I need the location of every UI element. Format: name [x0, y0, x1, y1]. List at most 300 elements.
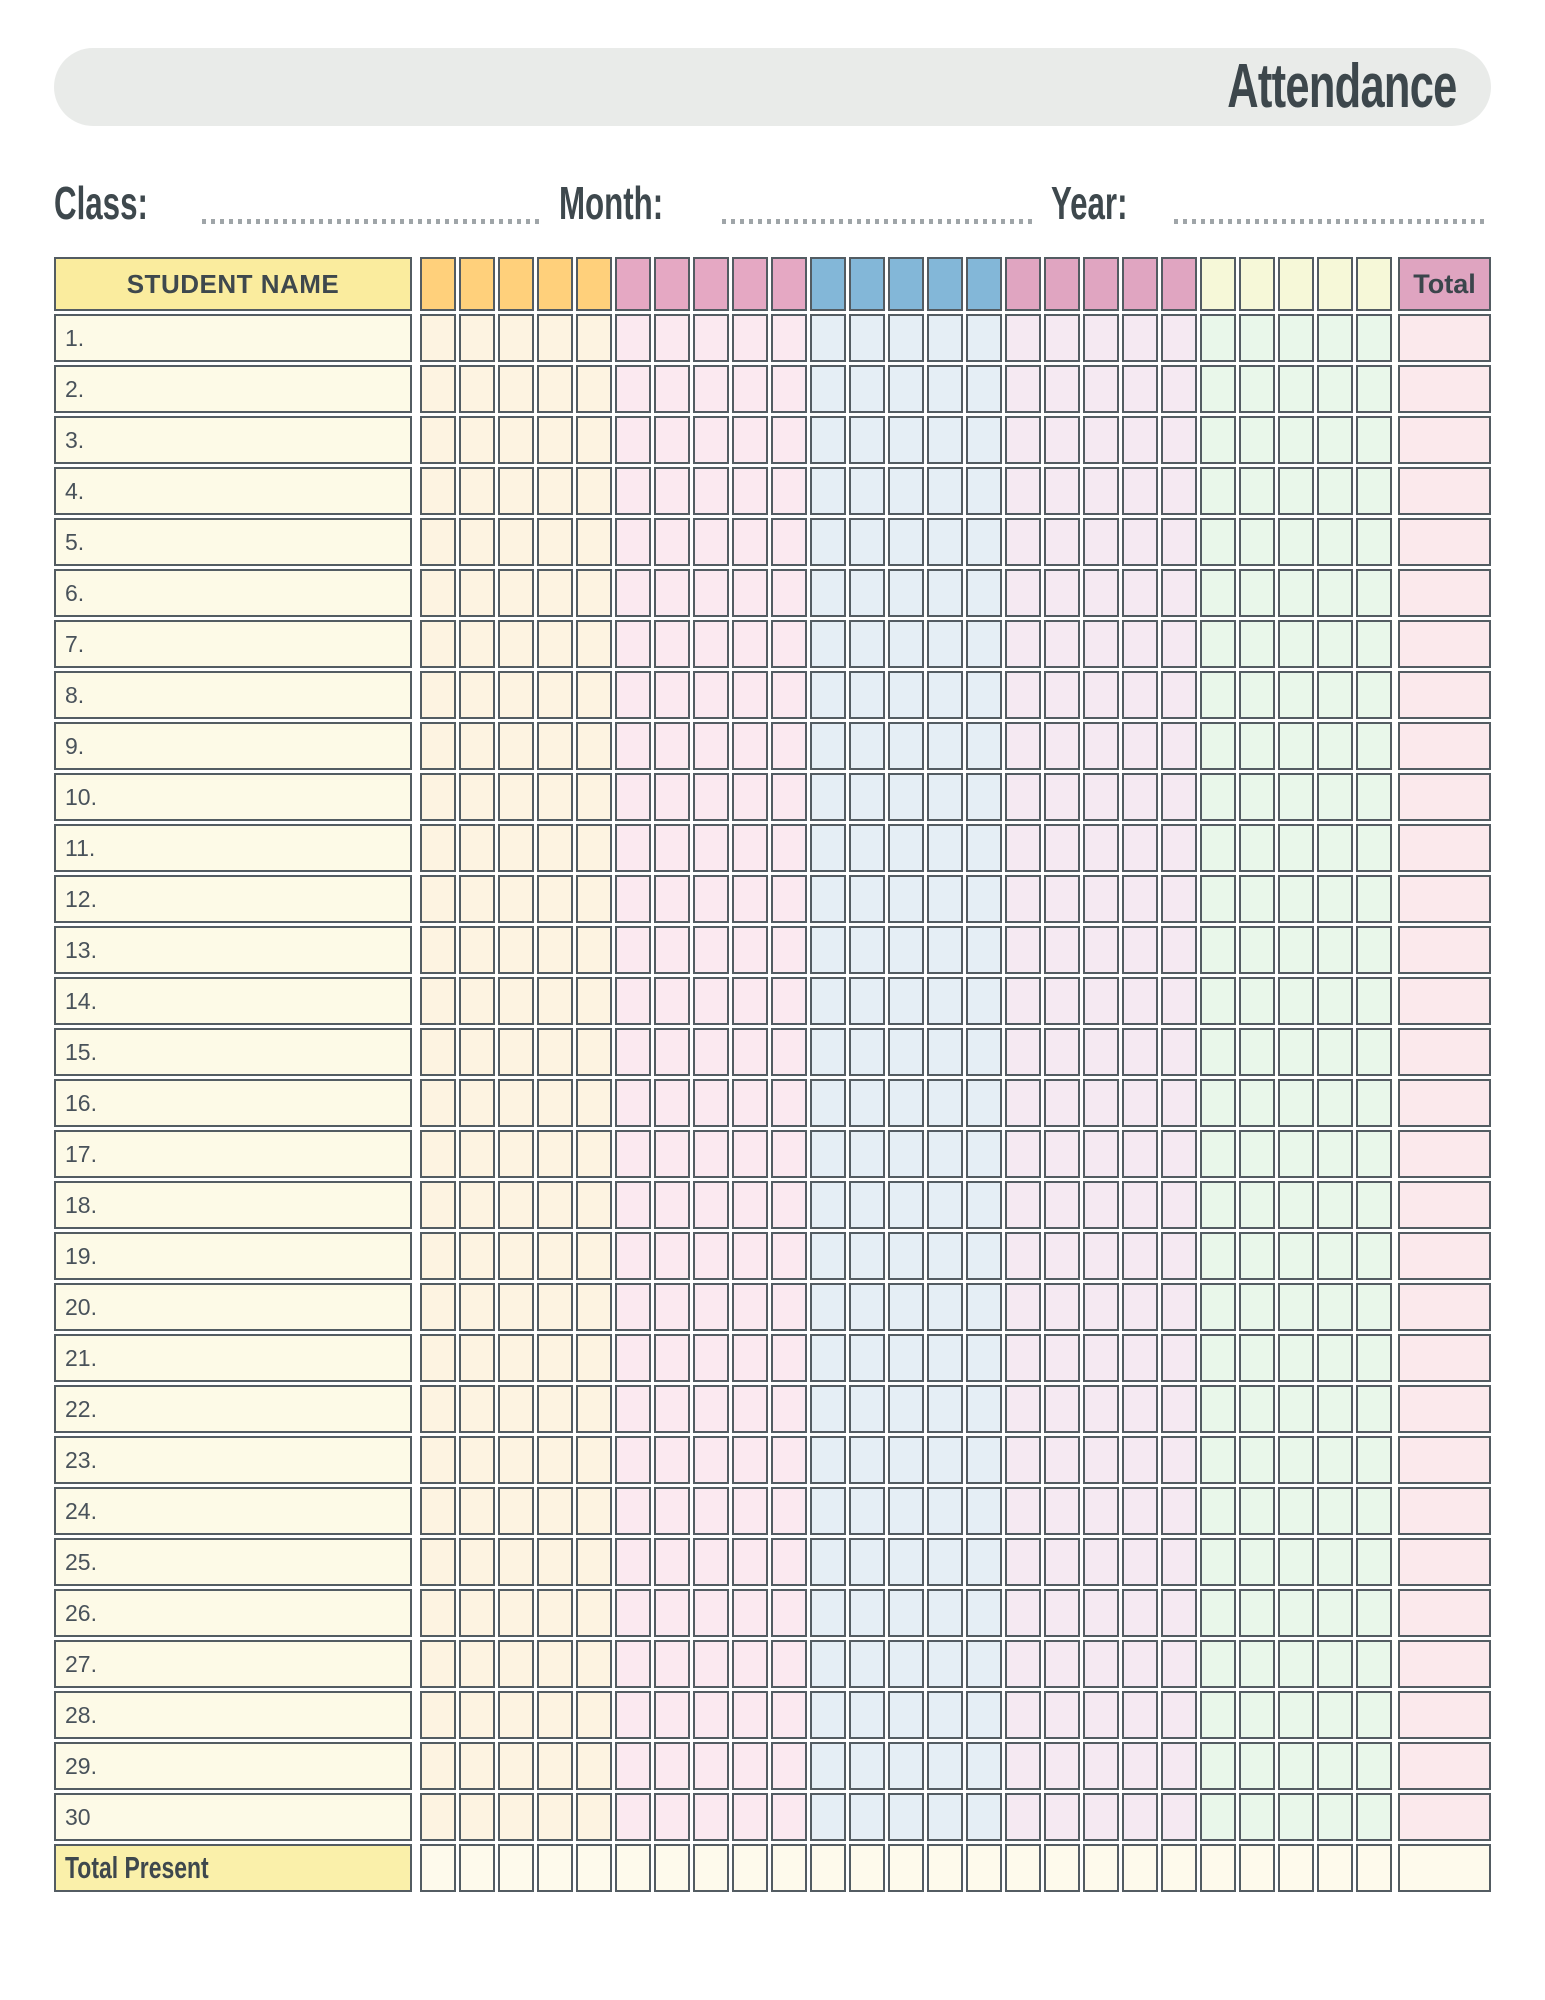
attendance-cell[interactable] — [1161, 1130, 1197, 1178]
attendance-cell[interactable] — [459, 1640, 495, 1688]
attendance-cell[interactable] — [1044, 314, 1080, 362]
attendance-cell[interactable] — [1356, 314, 1392, 362]
attendance-cell[interactable] — [810, 1742, 846, 1790]
footer-day-cell[interactable] — [693, 1844, 729, 1892]
footer-day-cell[interactable] — [537, 1844, 573, 1892]
attendance-cell[interactable] — [1083, 1640, 1119, 1688]
attendance-cell[interactable] — [537, 977, 573, 1025]
attendance-cell[interactable] — [927, 1436, 963, 1484]
attendance-cell[interactable] — [1161, 1283, 1197, 1331]
attendance-cell[interactable] — [1239, 1538, 1275, 1586]
attendance-cell[interactable] — [927, 722, 963, 770]
attendance-cell[interactable] — [1044, 926, 1080, 974]
attendance-cell[interactable] — [1044, 1538, 1080, 1586]
attendance-cell[interactable] — [654, 1538, 690, 1586]
attendance-cell[interactable] — [1317, 569, 1353, 617]
footer-day-cell[interactable] — [771, 1844, 807, 1892]
attendance-cell[interactable] — [576, 314, 612, 362]
attendance-cell[interactable] — [537, 875, 573, 923]
attendance-cell[interactable] — [1122, 977, 1158, 1025]
footer-day-cell[interactable] — [888, 1844, 924, 1892]
attendance-cell[interactable] — [498, 314, 534, 362]
attendance-cell[interactable] — [498, 365, 534, 413]
attendance-cell[interactable] — [1317, 467, 1353, 515]
attendance-cell[interactable] — [1356, 1181, 1392, 1229]
attendance-cell[interactable] — [1200, 1487, 1236, 1535]
attendance-cell[interactable] — [1122, 1130, 1158, 1178]
student-name-cell[interactable]: 7. — [54, 620, 412, 668]
attendance-cell[interactable] — [810, 518, 846, 566]
attendance-cell[interactable] — [1278, 518, 1314, 566]
attendance-cell[interactable] — [537, 1385, 573, 1433]
attendance-cell[interactable] — [1005, 1793, 1041, 1841]
footer-day-cell[interactable] — [849, 1844, 885, 1892]
attendance-cell[interactable] — [576, 1130, 612, 1178]
attendance-cell[interactable] — [459, 926, 495, 974]
attendance-cell[interactable] — [1200, 1385, 1236, 1433]
attendance-cell[interactable] — [654, 314, 690, 362]
attendance-cell[interactable] — [615, 1079, 651, 1127]
attendance-cell[interactable] — [1161, 671, 1197, 719]
student-name-cell[interactable]: 30 — [54, 1793, 412, 1841]
attendance-cell[interactable] — [810, 1436, 846, 1484]
attendance-cell[interactable] — [810, 620, 846, 668]
attendance-cell[interactable] — [771, 467, 807, 515]
attendance-cell[interactable] — [1356, 824, 1392, 872]
attendance-cell[interactable] — [576, 620, 612, 668]
attendance-cell[interactable] — [537, 569, 573, 617]
attendance-cell[interactable] — [576, 1385, 612, 1433]
attendance-cell[interactable] — [498, 1181, 534, 1229]
attendance-cell[interactable] — [771, 1487, 807, 1535]
attendance-cell[interactable] — [927, 1028, 963, 1076]
attendance-cell[interactable] — [576, 977, 612, 1025]
attendance-cell[interactable] — [420, 824, 456, 872]
attendance-cell[interactable] — [693, 1181, 729, 1229]
attendance-cell[interactable] — [1005, 773, 1041, 821]
attendance-cell[interactable] — [1161, 365, 1197, 413]
attendance-cell[interactable] — [693, 773, 729, 821]
attendance-cell[interactable] — [1239, 1691, 1275, 1739]
attendance-cell[interactable] — [420, 977, 456, 1025]
attendance-cell[interactable] — [966, 875, 1002, 923]
attendance-cell[interactable] — [693, 1793, 729, 1841]
attendance-cell[interactable] — [771, 722, 807, 770]
attendance-cell[interactable] — [1356, 1028, 1392, 1076]
attendance-cell[interactable] — [966, 1640, 1002, 1688]
student-name-cell[interactable]: 25. — [54, 1538, 412, 1586]
attendance-cell[interactable] — [888, 1691, 924, 1739]
attendance-cell[interactable] — [888, 314, 924, 362]
attendance-cell[interactable] — [420, 416, 456, 464]
attendance-cell[interactable] — [537, 1334, 573, 1382]
attendance-cell[interactable] — [810, 1640, 846, 1688]
attendance-cell[interactable] — [498, 824, 534, 872]
attendance-cell[interactable] — [1278, 1079, 1314, 1127]
attendance-cell[interactable] — [888, 1538, 924, 1586]
attendance-cell[interactable] — [576, 569, 612, 617]
attendance-cell[interactable] — [849, 824, 885, 872]
attendance-cell[interactable] — [1122, 722, 1158, 770]
attendance-cell[interactable] — [1005, 1283, 1041, 1331]
attendance-cell[interactable] — [966, 314, 1002, 362]
attendance-cell[interactable] — [1278, 620, 1314, 668]
attendance-cell[interactable] — [654, 1028, 690, 1076]
attendance-cell[interactable] — [498, 569, 534, 617]
attendance-cell[interactable] — [654, 1640, 690, 1688]
attendance-cell[interactable] — [771, 1130, 807, 1178]
total-cell[interactable] — [1398, 1436, 1491, 1484]
attendance-cell[interactable] — [1044, 1232, 1080, 1280]
attendance-cell[interactable] — [537, 1589, 573, 1637]
attendance-cell[interactable] — [693, 1079, 729, 1127]
attendance-cell[interactable] — [1200, 875, 1236, 923]
attendance-cell[interactable] — [1356, 1436, 1392, 1484]
attendance-cell[interactable] — [1278, 1487, 1314, 1535]
attendance-cell[interactable] — [498, 722, 534, 770]
attendance-cell[interactable] — [615, 1130, 651, 1178]
attendance-cell[interactable] — [927, 416, 963, 464]
attendance-cell[interactable] — [810, 773, 846, 821]
attendance-cell[interactable] — [732, 977, 768, 1025]
attendance-cell[interactable] — [1356, 1283, 1392, 1331]
attendance-cell[interactable] — [1083, 773, 1119, 821]
attendance-cell[interactable] — [1200, 926, 1236, 974]
attendance-cell[interactable] — [849, 518, 885, 566]
attendance-cell[interactable] — [888, 416, 924, 464]
attendance-cell[interactable] — [1005, 1742, 1041, 1790]
attendance-cell[interactable] — [1200, 671, 1236, 719]
attendance-cell[interactable] — [654, 1385, 690, 1433]
attendance-cell[interactable] — [654, 1130, 690, 1178]
attendance-cell[interactable] — [888, 1742, 924, 1790]
attendance-cell[interactable] — [966, 467, 1002, 515]
attendance-cell[interactable] — [420, 1589, 456, 1637]
attendance-cell[interactable] — [1278, 671, 1314, 719]
attendance-cell[interactable] — [1005, 1691, 1041, 1739]
attendance-cell[interactable] — [927, 467, 963, 515]
attendance-cell[interactable] — [1200, 1691, 1236, 1739]
attendance-cell[interactable] — [1278, 467, 1314, 515]
attendance-cell[interactable] — [1122, 1487, 1158, 1535]
attendance-cell[interactable] — [927, 518, 963, 566]
attendance-cell[interactable] — [1200, 1181, 1236, 1229]
attendance-cell[interactable] — [1356, 1232, 1392, 1280]
attendance-cell[interactable] — [615, 1742, 651, 1790]
attendance-cell[interactable] — [966, 1232, 1002, 1280]
attendance-cell[interactable] — [654, 773, 690, 821]
attendance-cell[interactable] — [498, 467, 534, 515]
attendance-cell[interactable] — [1122, 1079, 1158, 1127]
attendance-cell[interactable] — [1161, 1589, 1197, 1637]
attendance-cell[interactable] — [1356, 365, 1392, 413]
attendance-cell[interactable] — [576, 1742, 612, 1790]
attendance-cell[interactable] — [1122, 1232, 1158, 1280]
attendance-cell[interactable] — [849, 1334, 885, 1382]
attendance-cell[interactable] — [576, 1028, 612, 1076]
attendance-cell[interactable] — [771, 416, 807, 464]
attendance-cell[interactable] — [1317, 1742, 1353, 1790]
attendance-cell[interactable] — [849, 569, 885, 617]
attendance-cell[interactable] — [693, 1385, 729, 1433]
attendance-cell[interactable] — [654, 722, 690, 770]
attendance-cell[interactable] — [537, 1079, 573, 1127]
attendance-cell[interactable] — [1083, 1181, 1119, 1229]
total-cell[interactable] — [1398, 518, 1491, 566]
attendance-cell[interactable] — [654, 416, 690, 464]
attendance-cell[interactable] — [849, 1028, 885, 1076]
attendance-cell[interactable] — [1083, 416, 1119, 464]
attendance-cell[interactable] — [771, 1385, 807, 1433]
attendance-cell[interactable] — [615, 1181, 651, 1229]
attendance-cell[interactable] — [1044, 773, 1080, 821]
attendance-cell[interactable] — [693, 722, 729, 770]
student-name-cell[interactable]: 19. — [54, 1232, 412, 1280]
attendance-cell[interactable] — [1356, 977, 1392, 1025]
attendance-cell[interactable] — [771, 1589, 807, 1637]
attendance-cell[interactable] — [849, 1691, 885, 1739]
attendance-cell[interactable] — [849, 875, 885, 923]
attendance-cell[interactable] — [1278, 1640, 1314, 1688]
attendance-cell[interactable] — [1200, 1742, 1236, 1790]
total-cell[interactable] — [1398, 1079, 1491, 1127]
attendance-cell[interactable] — [459, 1487, 495, 1535]
attendance-cell[interactable] — [1239, 620, 1275, 668]
total-cell[interactable] — [1398, 365, 1491, 413]
attendance-cell[interactable] — [849, 1283, 885, 1331]
attendance-cell[interactable] — [459, 518, 495, 566]
attendance-cell[interactable] — [1200, 416, 1236, 464]
attendance-cell[interactable] — [888, 518, 924, 566]
attendance-cell[interactable] — [615, 875, 651, 923]
attendance-cell[interactable] — [1083, 314, 1119, 362]
attendance-cell[interactable] — [732, 1793, 768, 1841]
attendance-cell[interactable] — [849, 1793, 885, 1841]
attendance-cell[interactable] — [1122, 1691, 1158, 1739]
attendance-cell[interactable] — [888, 620, 924, 668]
attendance-cell[interactable] — [732, 416, 768, 464]
attendance-cell[interactable] — [888, 1283, 924, 1331]
attendance-cell[interactable] — [927, 620, 963, 668]
attendance-cell[interactable] — [1122, 1538, 1158, 1586]
attendance-cell[interactable] — [888, 467, 924, 515]
attendance-cell[interactable] — [810, 416, 846, 464]
attendance-cell[interactable] — [498, 1538, 534, 1586]
attendance-cell[interactable] — [732, 722, 768, 770]
student-name-cell[interactable]: 12. — [54, 875, 412, 923]
attendance-cell[interactable] — [459, 773, 495, 821]
attendance-cell[interactable] — [459, 467, 495, 515]
attendance-cell[interactable] — [1161, 1385, 1197, 1433]
attendance-cell[interactable] — [1161, 1487, 1197, 1535]
attendance-cell[interactable] — [693, 314, 729, 362]
attendance-cell[interactable] — [1083, 722, 1119, 770]
attendance-cell[interactable] — [1083, 671, 1119, 719]
attendance-cell[interactable] — [459, 1232, 495, 1280]
attendance-cell[interactable] — [849, 1487, 885, 1535]
attendance-cell[interactable] — [810, 1385, 846, 1433]
attendance-cell[interactable] — [498, 1640, 534, 1688]
footer-day-cell[interactable] — [1122, 1844, 1158, 1892]
attendance-cell[interactable] — [849, 1079, 885, 1127]
attendance-cell[interactable] — [1317, 1028, 1353, 1076]
attendance-cell[interactable] — [1278, 1334, 1314, 1382]
attendance-cell[interactable] — [1044, 365, 1080, 413]
attendance-cell[interactable] — [1122, 1436, 1158, 1484]
student-name-cell[interactable]: 13. — [54, 926, 412, 974]
attendance-cell[interactable] — [1239, 365, 1275, 413]
attendance-cell[interactable] — [1083, 518, 1119, 566]
attendance-cell[interactable] — [459, 1334, 495, 1382]
attendance-cell[interactable] — [1200, 1793, 1236, 1841]
attendance-cell[interactable] — [1356, 1742, 1392, 1790]
attendance-cell[interactable] — [1278, 977, 1314, 1025]
attendance-cell[interactable] — [849, 1640, 885, 1688]
attendance-cell[interactable] — [1278, 926, 1314, 974]
attendance-cell[interactable] — [927, 1793, 963, 1841]
attendance-cell[interactable] — [927, 926, 963, 974]
attendance-cell[interactable] — [810, 1079, 846, 1127]
attendance-cell[interactable] — [1239, 1487, 1275, 1535]
attendance-cell[interactable] — [1200, 1640, 1236, 1688]
class-input-line[interactable] — [202, 219, 541, 224]
attendance-cell[interactable] — [420, 1487, 456, 1535]
attendance-cell[interactable] — [1122, 1028, 1158, 1076]
student-name-cell[interactable]: 6. — [54, 569, 412, 617]
attendance-cell[interactable] — [1005, 314, 1041, 362]
attendance-cell[interactable] — [1278, 1232, 1314, 1280]
attendance-cell[interactable] — [420, 569, 456, 617]
attendance-cell[interactable] — [1044, 620, 1080, 668]
attendance-cell[interactable] — [1356, 569, 1392, 617]
attendance-cell[interactable] — [810, 1181, 846, 1229]
attendance-cell[interactable] — [498, 1436, 534, 1484]
attendance-cell[interactable] — [1161, 518, 1197, 566]
attendance-cell[interactable] — [576, 671, 612, 719]
attendance-cell[interactable] — [732, 1028, 768, 1076]
attendance-cell[interactable] — [771, 1181, 807, 1229]
student-name-cell[interactable]: 18. — [54, 1181, 412, 1229]
attendance-cell[interactable] — [537, 1181, 573, 1229]
total-cell[interactable] — [1398, 824, 1491, 872]
attendance-cell[interactable] — [1122, 569, 1158, 617]
attendance-cell[interactable] — [1161, 620, 1197, 668]
attendance-cell[interactable] — [693, 1538, 729, 1586]
total-cell[interactable] — [1398, 1232, 1491, 1280]
attendance-cell[interactable] — [576, 1691, 612, 1739]
attendance-cell[interactable] — [1005, 1079, 1041, 1127]
total-cell[interactable] — [1398, 620, 1491, 668]
attendance-cell[interactable] — [927, 671, 963, 719]
attendance-cell[interactable] — [810, 671, 846, 719]
attendance-cell[interactable] — [693, 1691, 729, 1739]
attendance-cell[interactable] — [1161, 569, 1197, 617]
attendance-cell[interactable] — [654, 1079, 690, 1127]
attendance-cell[interactable] — [1005, 875, 1041, 923]
attendance-cell[interactable] — [459, 977, 495, 1025]
attendance-cell[interactable] — [927, 1232, 963, 1280]
footer-total-cell[interactable] — [1398, 1844, 1491, 1892]
attendance-cell[interactable] — [1239, 467, 1275, 515]
attendance-cell[interactable] — [810, 824, 846, 872]
attendance-cell[interactable] — [1317, 1334, 1353, 1382]
attendance-cell[interactable] — [1239, 722, 1275, 770]
attendance-cell[interactable] — [693, 671, 729, 719]
attendance-cell[interactable] — [498, 416, 534, 464]
attendance-cell[interactable] — [771, 671, 807, 719]
attendance-cell[interactable] — [498, 1028, 534, 1076]
attendance-cell[interactable] — [1317, 722, 1353, 770]
attendance-cell[interactable] — [1122, 1742, 1158, 1790]
total-cell[interactable] — [1398, 1589, 1491, 1637]
total-cell[interactable] — [1398, 1385, 1491, 1433]
attendance-cell[interactable] — [459, 314, 495, 362]
attendance-cell[interactable] — [771, 875, 807, 923]
attendance-cell[interactable] — [498, 1691, 534, 1739]
attendance-cell[interactable] — [1239, 518, 1275, 566]
attendance-cell[interactable] — [1161, 1181, 1197, 1229]
footer-day-cell[interactable] — [654, 1844, 690, 1892]
attendance-cell[interactable] — [1200, 569, 1236, 617]
attendance-cell[interactable] — [693, 977, 729, 1025]
attendance-cell[interactable] — [498, 1130, 534, 1178]
attendance-cell[interactable] — [693, 1589, 729, 1637]
attendance-cell[interactable] — [1317, 1385, 1353, 1433]
attendance-cell[interactable] — [1044, 1640, 1080, 1688]
attendance-cell[interactable] — [1161, 824, 1197, 872]
attendance-cell[interactable] — [537, 314, 573, 362]
attendance-cell[interactable] — [1044, 1436, 1080, 1484]
footer-day-cell[interactable] — [459, 1844, 495, 1892]
attendance-cell[interactable] — [1239, 314, 1275, 362]
attendance-cell[interactable] — [537, 1232, 573, 1280]
attendance-cell[interactable] — [459, 1538, 495, 1586]
attendance-cell[interactable] — [1044, 875, 1080, 923]
attendance-cell[interactable] — [459, 824, 495, 872]
attendance-cell[interactable] — [537, 416, 573, 464]
attendance-cell[interactable] — [1005, 1130, 1041, 1178]
attendance-cell[interactable] — [771, 620, 807, 668]
student-name-cell[interactable]: 29. — [54, 1742, 412, 1790]
attendance-cell[interactable] — [1278, 1793, 1314, 1841]
attendance-cell[interactable] — [654, 1181, 690, 1229]
attendance-cell[interactable] — [1161, 1079, 1197, 1127]
attendance-cell[interactable] — [888, 1079, 924, 1127]
attendance-cell[interactable] — [420, 1334, 456, 1382]
attendance-cell[interactable] — [1200, 620, 1236, 668]
attendance-cell[interactable] — [966, 1793, 1002, 1841]
attendance-cell[interactable] — [849, 926, 885, 974]
attendance-cell[interactable] — [420, 773, 456, 821]
attendance-cell[interactable] — [537, 1793, 573, 1841]
attendance-cell[interactable] — [1122, 1640, 1158, 1688]
attendance-cell[interactable] — [1083, 1130, 1119, 1178]
attendance-cell[interactable] — [498, 1487, 534, 1535]
attendance-cell[interactable] — [1317, 1232, 1353, 1280]
attendance-cell[interactable] — [1317, 365, 1353, 413]
footer-day-cell[interactable] — [732, 1844, 768, 1892]
attendance-cell[interactable] — [1005, 1028, 1041, 1076]
attendance-cell[interactable] — [966, 1385, 1002, 1433]
attendance-cell[interactable] — [771, 977, 807, 1025]
student-name-cell[interactable]: 14. — [54, 977, 412, 1025]
attendance-cell[interactable] — [966, 518, 1002, 566]
attendance-cell[interactable] — [966, 620, 1002, 668]
attendance-cell[interactable] — [849, 620, 885, 668]
attendance-cell[interactable] — [420, 1130, 456, 1178]
attendance-cell[interactable] — [615, 1691, 651, 1739]
student-name-cell[interactable]: 3. — [54, 416, 412, 464]
